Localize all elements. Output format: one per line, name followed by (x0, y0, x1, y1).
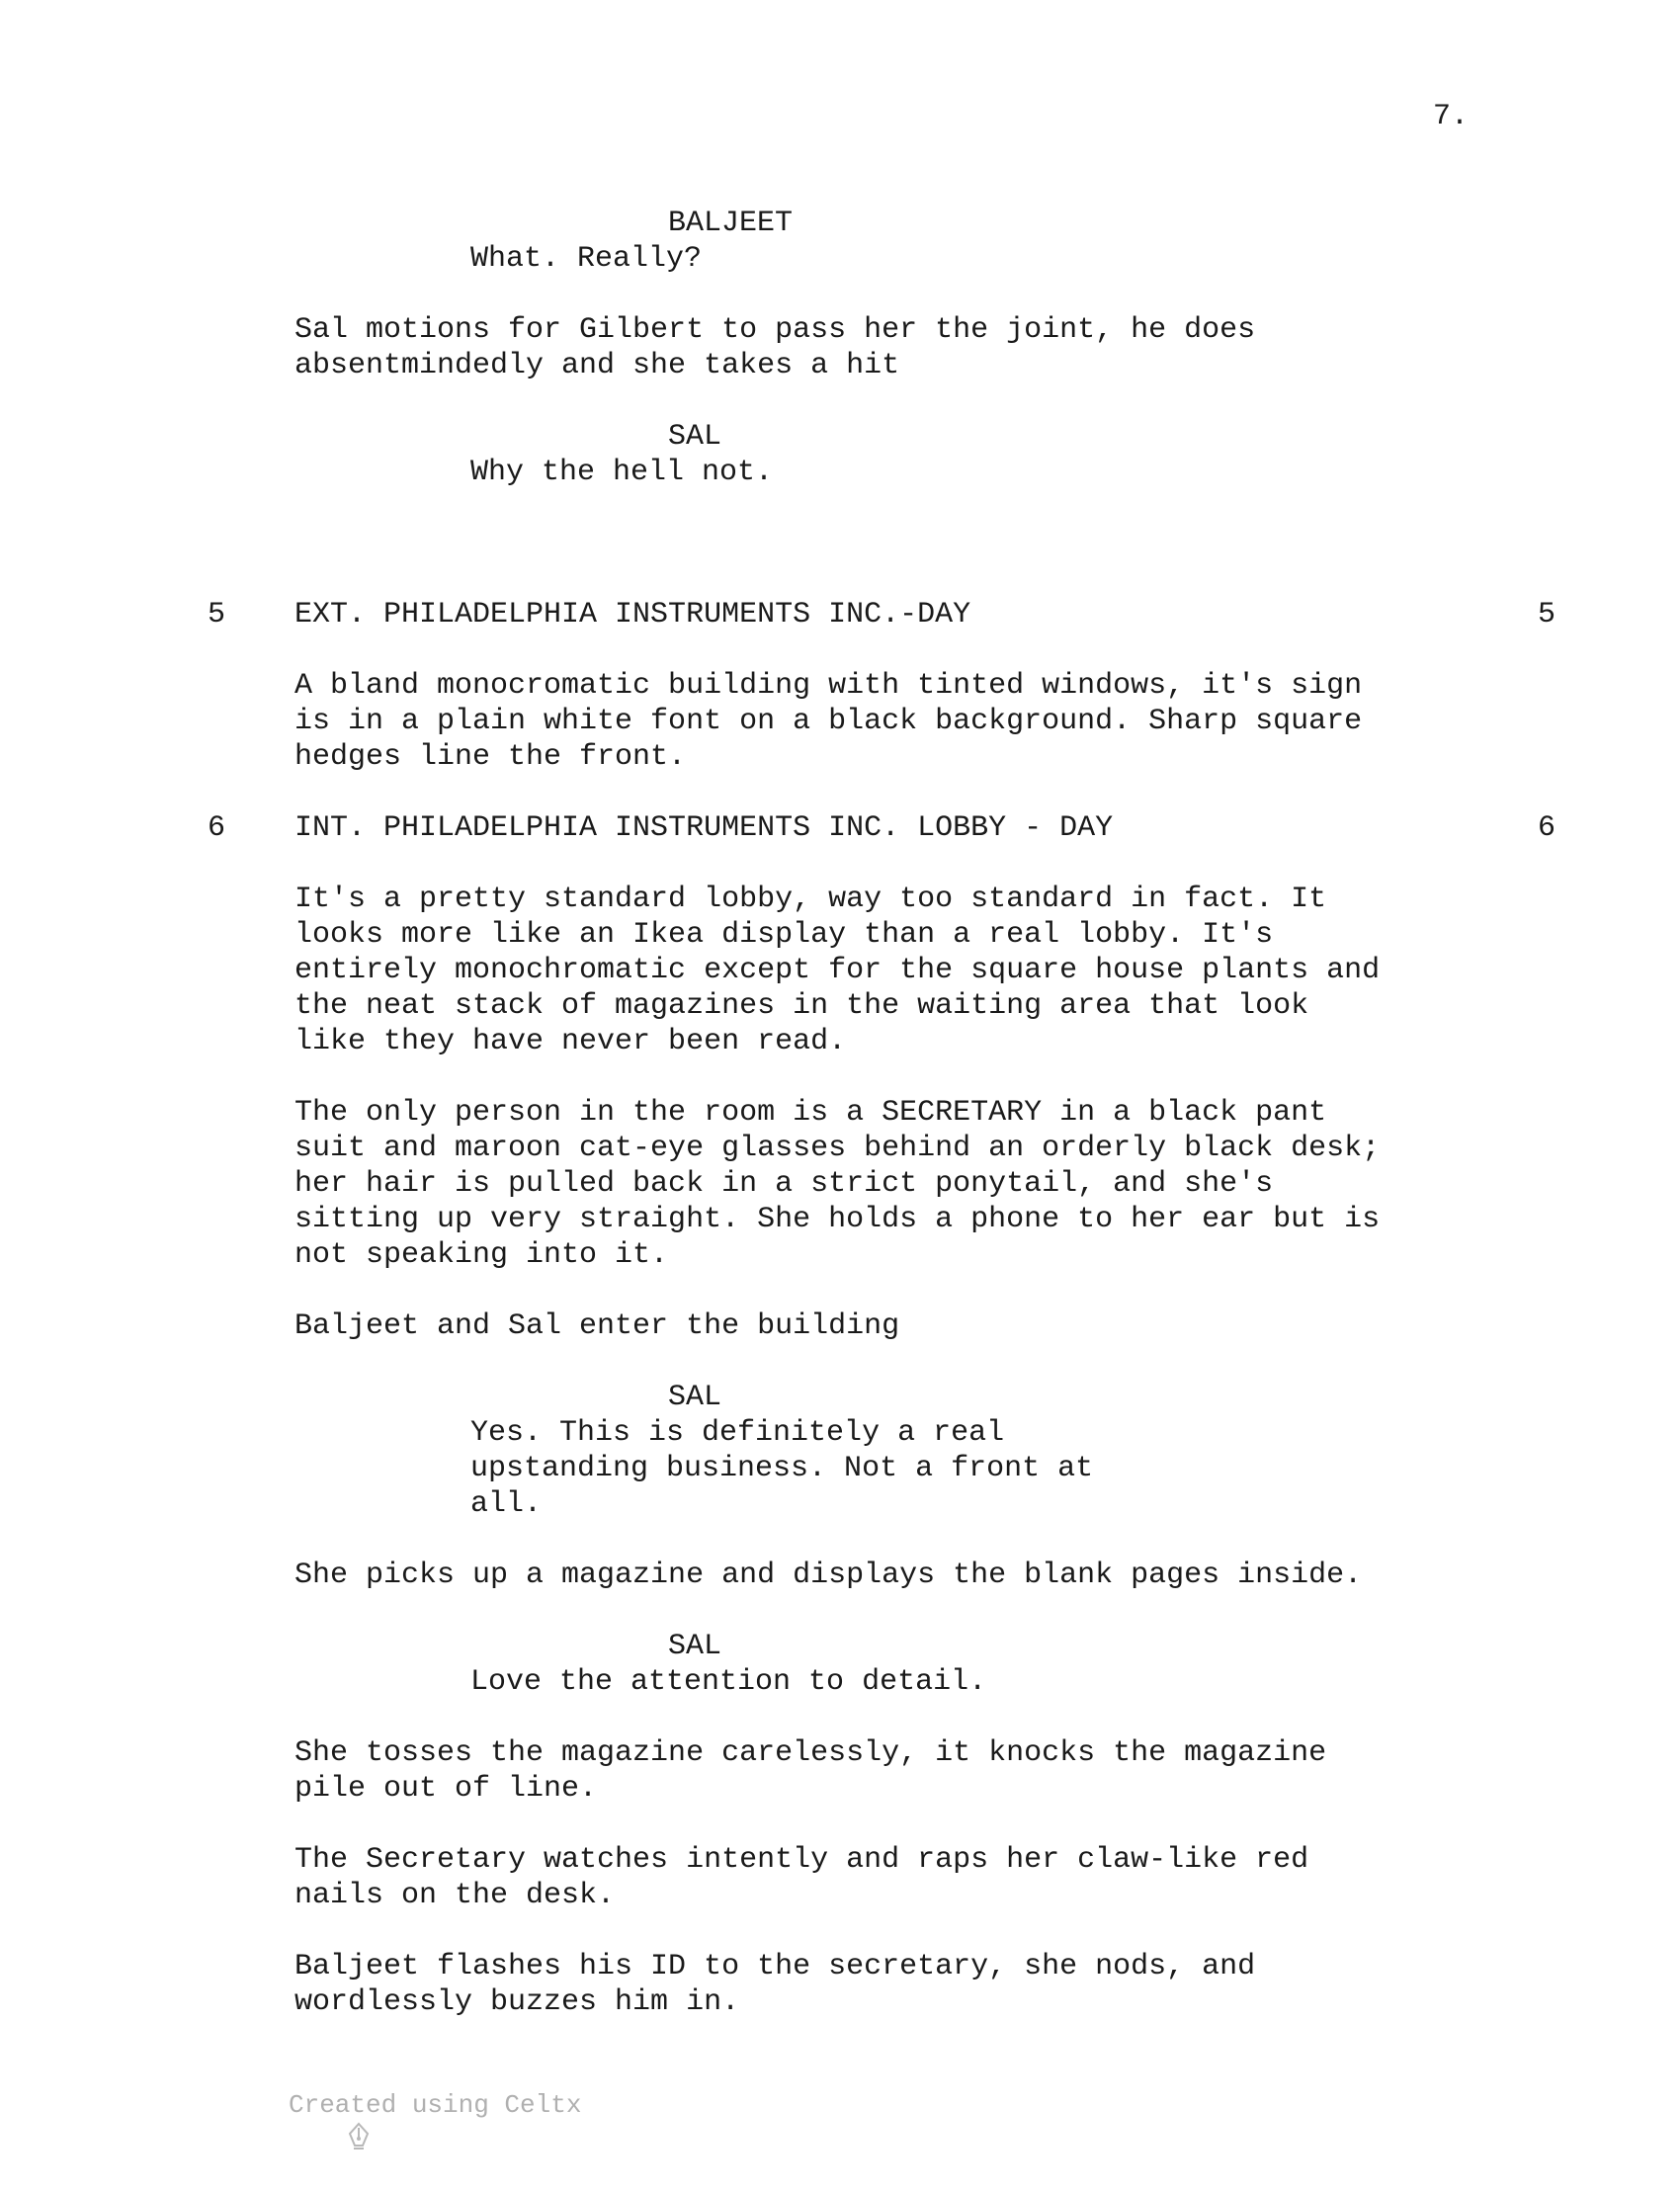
action-line: looks more like an Ikea display than a real lobby. It's (294, 918, 1274, 952)
dialogue-line: What. Really? (470, 242, 703, 276)
dialogue-line: Love the attention to detail. (470, 1665, 987, 1699)
dialogue-line: Why the hell not. (470, 456, 774, 489)
action-line: is in a plain white font on a black background. Sharp square (294, 705, 1363, 738)
action-line: She picks up a magazine and displays the blank pages inside. (294, 1559, 1363, 1592)
dialogue-line: upstanding business. Not a front at (470, 1452, 1094, 1485)
scene-number-right: 5 (1538, 598, 1556, 632)
scene-number-left: 5 (208, 598, 226, 632)
action-line: wordlessly buzzes him in. (294, 1985, 740, 2019)
dialogue-line: all. (470, 1487, 543, 1521)
action-line: Baljeet flashes his ID to the secretary, she nods, and (294, 1950, 1256, 1983)
action-line: suit and maroon cat-eye glasses behind an orderly black desk; (294, 1132, 1381, 1165)
character-cue-sal: SAL (668, 420, 722, 454)
action-line: not speaking into it. (294, 1238, 669, 1272)
action-line: The Secretary watches intently and raps her claw-like red (294, 1843, 1309, 1877)
character-cue-sal: SAL (668, 1381, 722, 1414)
action-line: nails on the desk. (294, 1879, 616, 1912)
action-line: the neat stack of magazines in the waiting area that look (294, 989, 1309, 1023)
scene-heading: EXT. PHILADELPHIA INSTRUMENTS INC.-DAY (294, 598, 971, 632)
action-line: entirely monochromatic except for the square house plants and (294, 954, 1381, 987)
celtx-footer (253, 2089, 581, 2121)
scene-number-right: 6 (1538, 811, 1556, 845)
action-line: It's a pretty standard lobby, way too standard in fact. It (294, 883, 1327, 916)
action-line: Baljeet and Sal enter the building (294, 1309, 900, 1343)
action-line: absentmindedly and she takes a hit (294, 349, 900, 382)
action-line: A bland monocromatic building with tinted windows, it's sign (294, 669, 1363, 703)
character-cue-sal: SAL (668, 1630, 722, 1663)
action-line: her hair is pulled back in a strict ponytail, and she's (294, 1167, 1274, 1201)
footer-text: Created using Celtx (289, 2090, 582, 2120)
action-line: pile out of line. (294, 1772, 598, 1806)
action-line: She tosses the magazine carelessly, it knocks the magazine (294, 1736, 1327, 1770)
character-cue-baljeet: BALJEET (668, 207, 794, 240)
dialogue-line: Yes. This is definitely a real (470, 1416, 1005, 1450)
pen-nib-icon (253, 2090, 279, 2120)
action-line: The only person in the room is a SECRETARY in a black pant (294, 1096, 1327, 1130)
action-line: sitting up very straight. She holds a phone to her ear but is (294, 1203, 1381, 1236)
action-line: like they have never been read. (294, 1025, 847, 1058)
page-number: 7. (1433, 100, 1470, 133)
action-line: Sal motions for Gilbert to pass her the joint, he does (294, 313, 1256, 347)
scene-heading: INT. PHILADELPHIA INSTRUMENTS INC. LOBBY - DAY (294, 811, 1114, 845)
scene-number-left: 6 (208, 811, 226, 845)
action-line: hedges line the front. (294, 740, 687, 774)
